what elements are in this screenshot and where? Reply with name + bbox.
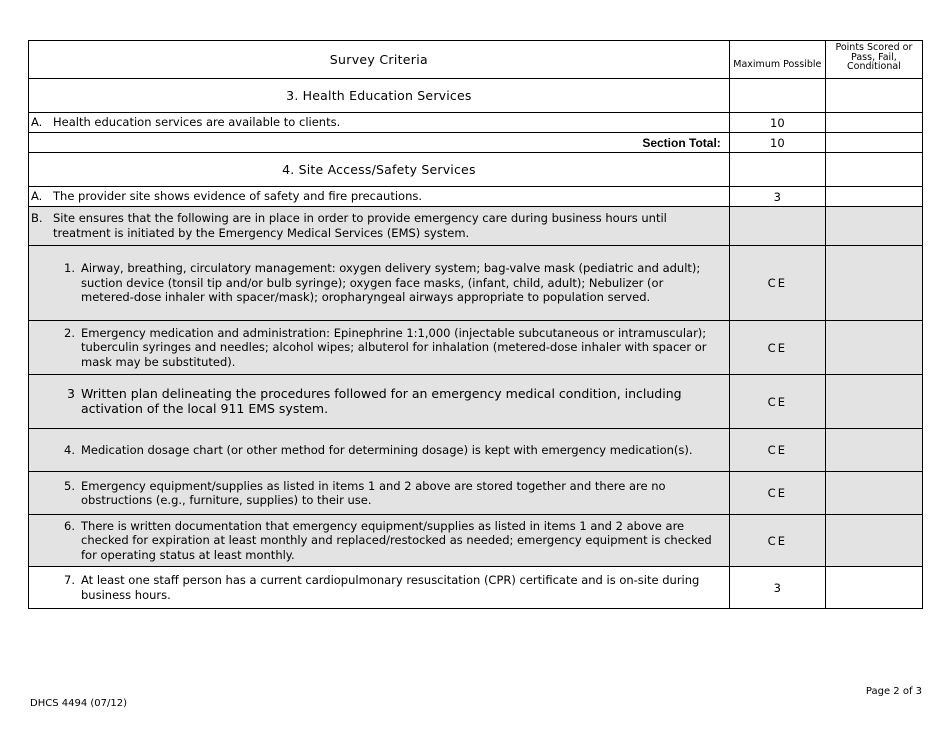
section-total-label: Section Total: <box>29 133 730 153</box>
subitem-row <box>29 567 923 609</box>
section-4-item-b <box>29 207 730 246</box>
subitem-text: Written plan delineating the procedures followed for an emergency medical condition, including activation of the local 911 EMS system. <box>81 386 682 416</box>
subitem-3-points[interactable] <box>825 375 922 429</box>
subitem-7-max: 3 <box>729 567 825 609</box>
subitem-text: Medication dosage chart (or other method for determining dosage) is kept with emergency medication(s). <box>81 442 693 457</box>
subitem-3 <box>29 375 730 429</box>
subitem-row <box>29 375 923 429</box>
subitem-1 <box>29 246 730 321</box>
section-3-item-a-row <box>29 113 923 133</box>
subitem-text: Airway, breathing, circulatory management: oxygen delivery system; bag-valve mask (pediatric and adult); suction device (tonsil tip and/or bulb syringe); oxygen face masks, (infant, child, adult); Nebulizer (or metered-dose inhaler with spacer/mask); oropharyngeal airways appropriate to population served. <box>81 261 701 305</box>
maximum-possible-header: Maximum Possible <box>729 41 825 79</box>
subitem-row <box>29 515 923 567</box>
points-scored-header: Points Scored or Pass, Fail, Conditional <box>825 41 922 79</box>
subitem-2 <box>29 321 730 375</box>
subitem-number: 2. <box>64 325 75 340</box>
item-text: The provider site shows evidence of safety and fire precautions. <box>53 189 422 203</box>
section-3-title: 3. Health Education Services <box>29 79 730 113</box>
survey-criteria-header: Survey Criteria <box>29 41 730 79</box>
subitem-number: 5. <box>64 478 75 493</box>
subitem-6 <box>29 515 730 567</box>
subitem-number: 3 <box>67 386 75 401</box>
subitem-3-max: CE <box>729 375 825 429</box>
section-4-title-max-cell <box>729 153 825 187</box>
section-4-title: 4. Site Access/Safety Services <box>29 153 730 187</box>
section-total-points[interactable] <box>825 133 922 153</box>
section-3-title-max-cell <box>729 79 825 113</box>
subitem-number: 4. <box>64 442 75 457</box>
section-4-item-b-row <box>29 207 923 246</box>
subitem-text: Emergency medication and administration: Epinephrine 1:1,000 (injectable subcutaneous or intramuscular); tuberculin syringes and needles; alcohol wipes; albuterol for inhalation (metered-dose inhaler with spacer or mask may be substituted). <box>81 325 707 369</box>
subitem-7 <box>29 567 730 609</box>
subitem-5 <box>29 472 730 515</box>
section-3-total-row <box>29 133 923 153</box>
section-4-item-a-max: 3 <box>729 187 825 207</box>
section-3-title-points-cell <box>825 79 922 113</box>
item-label: A. <box>31 115 43 129</box>
section-4-title-row <box>29 153 923 187</box>
section-3-item-a <box>29 113 730 133</box>
subitem-number: 6. <box>64 518 75 533</box>
section-3-title-row <box>29 79 923 113</box>
item-label: A. <box>31 189 43 203</box>
subitem-1-points[interactable] <box>825 246 922 321</box>
subitem-text: There is written documentation that emergency equipment/supplies as listed in items 1 and 2 above are checked for expiration at least monthly and replaced/restocked as needed; emergency equipment is checked for operating status at least monthly. <box>81 518 712 562</box>
section-3-item-a-max: 10 <box>729 113 825 133</box>
subitem-5-points[interactable] <box>825 472 922 515</box>
section-4-title-points-cell <box>825 153 922 187</box>
table-header-row <box>29 41 923 79</box>
subitem-row <box>29 429 923 472</box>
subitem-row <box>29 246 923 321</box>
section-4-item-b-max <box>729 207 825 246</box>
item-text: Health education services are available to clients. <box>53 115 341 129</box>
form-id: DHCS 4494 (07/12) <box>30 698 127 709</box>
subitem-number: 7. <box>64 573 75 587</box>
item-text: Site ensures that the following are in place in order to provide emergency care during business hours until treatment is initiated by the Emergency Medical Services (EMS) system. <box>53 211 667 240</box>
item-label: B. <box>31 211 43 225</box>
subitem-number: 1. <box>64 261 75 276</box>
section-4-item-b-points <box>825 207 922 246</box>
subitem-row <box>29 321 923 375</box>
subitem-text: Emergency equipment/supplies as listed in items 1 and 2 above are stored together and there are no obstructions (e.g., furniture, supplies) to their use. <box>81 478 666 507</box>
section-3-item-a-points[interactable] <box>825 113 922 133</box>
section-4-item-a-points[interactable] <box>825 187 922 207</box>
subitem-2-max: CE <box>729 321 825 375</box>
subitem-4-max: CE <box>729 429 825 472</box>
subitem-7-points[interactable] <box>825 567 922 609</box>
section-4-item-a-row <box>29 187 923 207</box>
subitem-row <box>29 472 923 515</box>
subitem-2-points[interactable] <box>825 321 922 375</box>
subitem-text: At least one staff person has a current cardiopulmonary resuscitation (CPR) certificate and is on-site during business hours. <box>81 573 700 602</box>
section-total-value: 10 <box>729 133 825 153</box>
survey-table <box>28 40 923 609</box>
subitem-6-max: CE <box>729 515 825 567</box>
page-number: Page 2 of 3 <box>865 686 922 697</box>
subitem-1-max: CE <box>729 246 825 321</box>
subitem-5-max: CE <box>729 472 825 515</box>
subitem-4-points[interactable] <box>825 429 922 472</box>
section-4-item-a <box>29 187 730 207</box>
subitem-4 <box>29 429 730 472</box>
subitem-6-points[interactable] <box>825 515 922 567</box>
